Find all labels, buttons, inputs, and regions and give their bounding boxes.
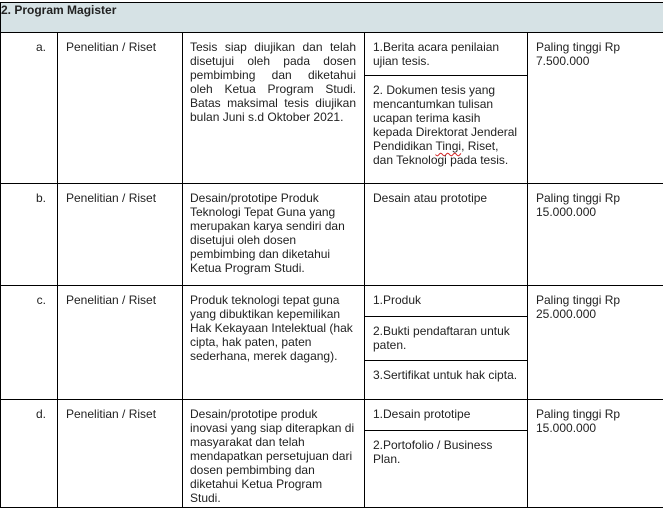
row-documents <box>365 400 528 508</box>
row-letter[interactable]: a. <box>1 33 58 184</box>
document-item[interactable]: 2.Portofolio / Business Plan. <box>365 431 527 471</box>
document-text: , Riset, dan Teknologi pada tesis. <box>373 139 508 167</box>
section-header-row <box>1 3 663 33</box>
row-description[interactable]: Desain/prototipe Produk Teknologi Tepat Guna yang merupakan karya sendiri dan disetujui oleh dosen pembimbing dan diketahui Ketua Program Studi. <box>183 184 365 286</box>
row-documents <box>365 33 528 184</box>
table-row <box>1 400 663 508</box>
table-row <box>1 33 663 184</box>
row-category[interactable]: Penelitian / Riset <box>58 184 183 286</box>
row-category[interactable]: Penelitian / Riset <box>58 400 183 508</box>
spellcheck-flagged-word[interactable]: Tingi <box>436 139 462 153</box>
row-amount[interactable]: Paling tinggi Rp 15.000.000 <box>528 184 663 286</box>
table-row <box>1 184 663 286</box>
row-amount[interactable]: Paling tinggi Rp 25.000.000 <box>528 286 663 400</box>
document-item[interactable]: 3.Sertifikat untuk hak cipta. <box>365 361 527 387</box>
row-letter[interactable]: c. <box>1 286 58 400</box>
row-description[interactable]: Tesis siap diujikan dan telah disetujui oleh pada dosen pembimbing dan diketahui oleh Ketua Program Studi. Batas maksimal tesis diujikan bulan Juni s.d Oktober 2021. <box>183 33 365 184</box>
document-item[interactable]: 2.Bukti pendaftaran untuk paten. <box>365 317 527 361</box>
row-description[interactable]: Produk teknologi tepat guna yang dibuktikan kepemilikan Hak Kekayaan Intelektual (hak cipta, hak paten, paten sederhana, merek dagang). <box>183 286 365 400</box>
document-item[interactable]: 1.Desain prototipe <box>365 400 527 431</box>
document-item[interactable]: 1.Berita acara penilaian ujian tesis. <box>365 33 527 76</box>
row-letter[interactable]: d. <box>1 400 58 508</box>
row-letter[interactable]: b. <box>1 184 58 286</box>
program-magister-table <box>0 2 663 508</box>
document-item[interactable] <box>365 76 527 172</box>
document-item[interactable]: Desain atau prototipe <box>365 184 527 210</box>
row-category[interactable]: Penelitian / Riset <box>58 33 183 184</box>
row-documents <box>365 286 528 400</box>
document-item[interactable]: 1.Produk <box>365 286 527 317</box>
document-text: 2. Dokumen tesis yang mencantumkan tulisan ucapan terima kasih kepada Direktorat Jenderal Pendidikan <box>373 83 517 153</box>
row-description[interactable]: Desain/prototipe produk inovasi yang siap diterapkan di masyarakat dan telah mendapatkan persetujuan dari dosen pembimbing dan diketahui Ketua Program Studi. <box>183 400 365 508</box>
row-category[interactable]: Penelitian / Riset <box>58 286 183 400</box>
table-row <box>1 286 663 400</box>
row-amount[interactable]: Paling tinggi Rp 7.500.000 <box>528 33 663 184</box>
row-documents <box>365 184 528 286</box>
row-amount[interactable]: Paling tinggi Rp 15.000.000 <box>528 400 663 508</box>
section-title[interactable]: 2. Program Magister <box>1 3 663 33</box>
